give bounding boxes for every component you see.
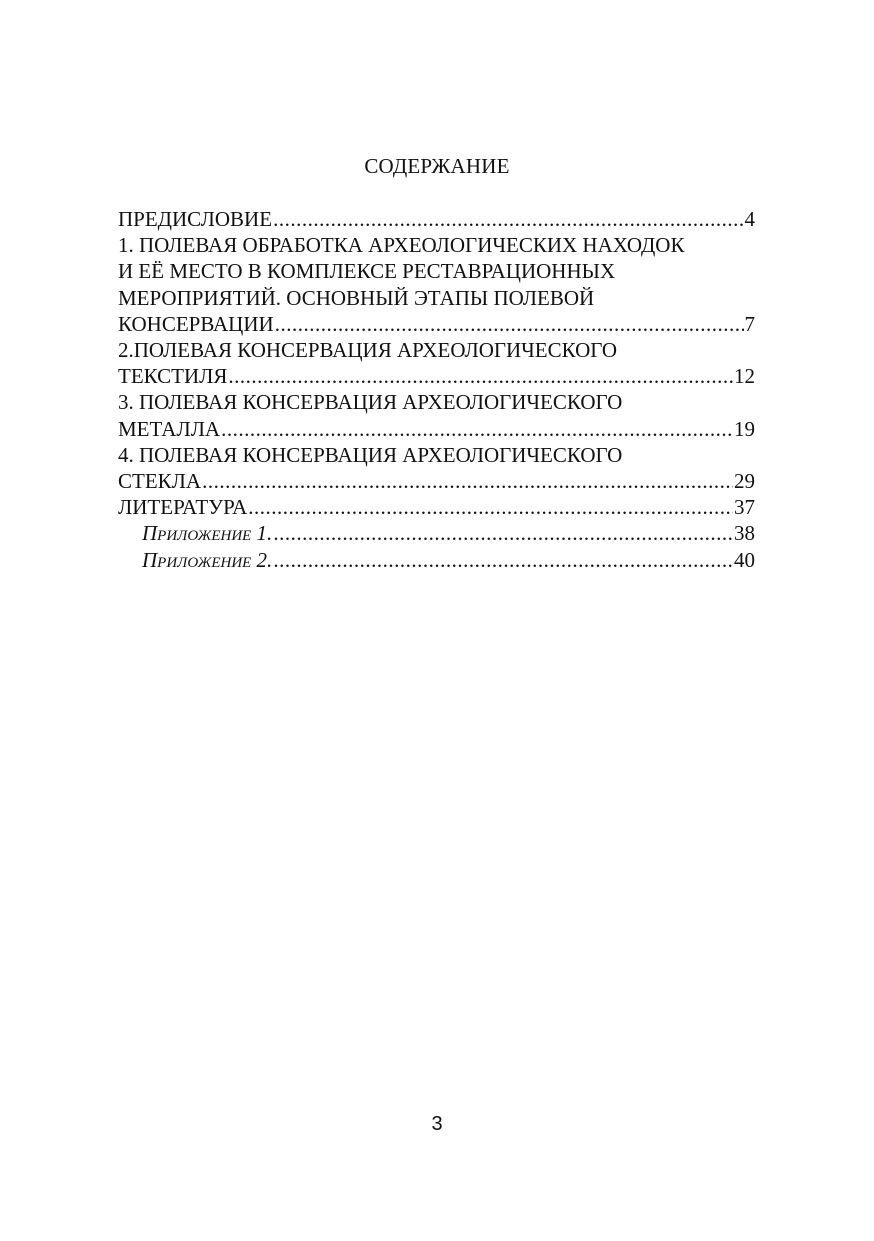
toc-leader-dots: [273, 206, 743, 232]
toc-entry-title-line: И ЕЁ МЕСТО В КОМПЛЕКСЕ РЕСТАВРАЦИОННЫХ: [118, 259, 616, 284]
toc-entry-preface[interactable]: [118, 206, 755, 232]
toc-leader-dots: [275, 311, 744, 337]
toc-entry-title: КОНСЕРВАЦИИ: [118, 311, 274, 336]
toc-entry-title: ПРЕДИСЛОВИЕ: [118, 207, 273, 231]
toc-entry-title: Приложение 1.: [142, 521, 273, 546]
toc-entry-literature[interactable]: [118, 494, 755, 520]
toc-entry-appendix-1[interactable]: [118, 520, 755, 546]
toc-entry-page: 38: [734, 521, 755, 546]
toc-entry-title: ТЕКСТИЛЯ: [118, 364, 228, 389]
table-of-contents: [118, 206, 755, 573]
toc-entry-title: МЕТАЛЛА: [118, 416, 221, 441]
toc-leader-dots: [221, 416, 733, 442]
toc-entry-page: 19: [734, 416, 755, 441]
toc-entry-title-line: 3. ПОЛЕВАЯ КОНСЕРВАЦИЯ АРХЕОЛОГИЧЕСКОГО: [118, 390, 623, 415]
toc-entry-page: 40: [734, 547, 755, 572]
toc-leader-dots: [248, 494, 733, 520]
page-number: 3: [431, 1113, 443, 1135]
toc-entry-title: ЛИТЕРАТУРА: [118, 495, 248, 520]
toc-title: СОДЕРЖАНИЕ: [364, 154, 510, 178]
toc-entry-title-line: МЕРОПРИЯТИЙ. ОСНОВНЫЙ ЭТАПЫ ПОЛЕВОЙ: [118, 285, 595, 310]
toc-leader-dots: [228, 363, 733, 389]
toc-entry-page: 29: [734, 469, 755, 494]
toc-entry-page: 37: [734, 495, 755, 520]
toc-entry-chapter-2[interactable]: [118, 337, 755, 389]
toc-entry-chapter-3[interactable]: [118, 389, 755, 441]
toc-entry-title-line: 4. ПОЛЕВАЯ КОНСЕРВАЦИЯ АРХЕОЛОГИЧЕСКОГО: [118, 442, 623, 467]
toc-leader-dots: [273, 547, 733, 573]
toc-entry-appendix-2[interactable]: [118, 547, 755, 573]
toc-entry-page: 12: [734, 364, 755, 389]
toc-leader-dots: [202, 468, 733, 494]
toc-entry-page: 7: [744, 311, 755, 336]
toc-leader-dots: [273, 520, 733, 546]
toc-entry-chapter-4[interactable]: [118, 442, 755, 494]
toc-entry-chapter-1[interactable]: [118, 232, 755, 337]
toc-entry-page: 4: [744, 207, 755, 231]
toc-entry-title-line: 1. ПОЛЕВАЯ ОБРАБОТКА АРХЕОЛОГИЧЕСКИХ НАХОДОК: [118, 233, 685, 258]
toc-entry-title-line: 2.ПОЛЕВАЯ КОНСЕРВАЦИЯ АРХЕОЛОГИЧЕСКОГО: [118, 338, 618, 363]
toc-entry-title: Приложение 2.: [142, 547, 273, 572]
toc-entry-title: СТЕКЛА: [118, 469, 202, 494]
